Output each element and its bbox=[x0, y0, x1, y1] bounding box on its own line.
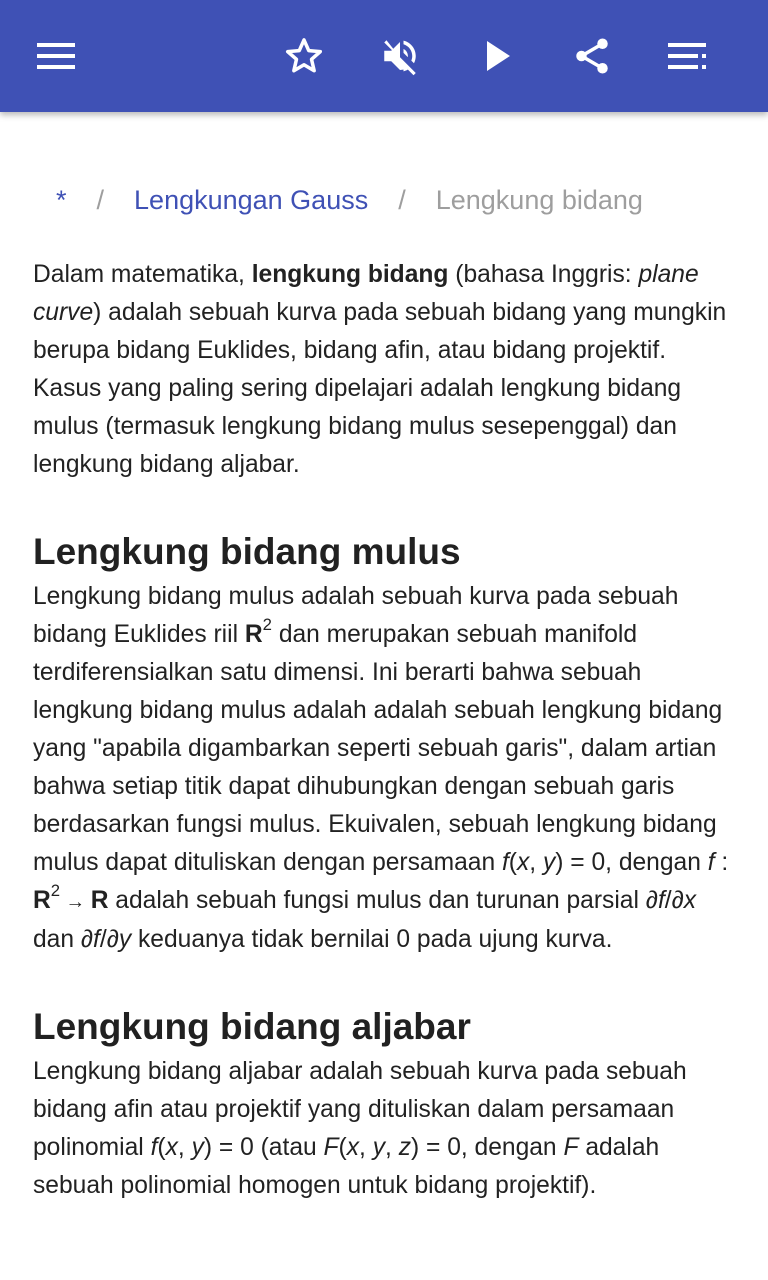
breadcrumb bbox=[56, 180, 643, 220]
app-toolbar bbox=[0, 0, 768, 112]
breadcrumb-home-link[interactable]: * bbox=[56, 184, 67, 215]
breadcrumb-separator: / bbox=[398, 184, 406, 215]
term-english: plane curve bbox=[33, 261, 699, 326]
section-heading-smooth: Lengkung bidang mulus bbox=[33, 531, 461, 572]
breadcrumb-separator: / bbox=[96, 184, 105, 215]
algebraic-curve-paragraph: Lengkung bidang aljabar adalah sebuah kurva pada sebuah bidang afin atau projektif yang dituliskan dalam persamaan polinomial f(x, y) = 0 (atau F(x, y, z) = 0, dengan F adalah sebuah polinomial homogen untuk bidang projektif). bbox=[33, 1058, 687, 1199]
play-button[interactable] bbox=[468, 26, 528, 86]
article-content bbox=[33, 256, 741, 1205]
breadcrumb-current: Lengkung bidang bbox=[435, 184, 643, 215]
volume-off-icon bbox=[379, 35, 421, 77]
intro-paragraph: Dalam matematika, lengkung bidang (bahasa Inggris: plane curve) adalah sebuah kurva pada sebuah bidang yang mungkin berupa bidang Euklides, bidang afin, atau bidang projektif. Kasus yang paling sering dipelajari adalah lengkung bidang mulus (termasuk lengkung bidang mulus sesepenggal) dan lengkung bidang aljabar. bbox=[33, 261, 727, 478]
section-heading-algebraic: Lengkung bidang aljabar bbox=[33, 1006, 471, 1047]
term-bold: lengkung bidang bbox=[251, 261, 449, 288]
smooth-curve-paragraph: Lengkung bidang mulus adalah sebuah kurva pada sebuah bidang Euklides riil $R^2$ dan merupakan sebuah manifold terdiferensialkan satu dimensi. Ini berarti bahwa sebuah lengkung bidang mulus adalah adalah sebuah lengkung bidang yang "apabila digambarkan seperti sebuah garis", dalam artian bahwa setiap titik dapat dihubungkan dengan sebuah garis berdasarkan fungsi mulus. Ekuivalen, sebuah lengkung bidang mulus dapat dituliskan dengan persamaan f(x, y) = 0, dengan f : $R^2 \to R$ adalah sebuah fungsi mulus dan turunan parsial ∂f/∂x dan ∂f/∂y keduanya tidak bernilai 0 pada ujung kurva. bbox=[33, 583, 729, 953]
mute-button[interactable] bbox=[370, 26, 430, 86]
hamburger-menu-icon bbox=[37, 42, 75, 70]
play-icon bbox=[482, 39, 514, 73]
share-button[interactable] bbox=[562, 26, 622, 86]
menu-button[interactable] bbox=[26, 26, 86, 86]
share-icon bbox=[571, 35, 613, 77]
star-outline-icon bbox=[283, 35, 325, 77]
favorite-button[interactable] bbox=[274, 26, 334, 86]
breadcrumb-parent-link[interactable]: Lengkungan Gauss bbox=[134, 184, 369, 215]
contents-button[interactable] bbox=[658, 26, 718, 86]
list-icon bbox=[668, 43, 708, 69]
